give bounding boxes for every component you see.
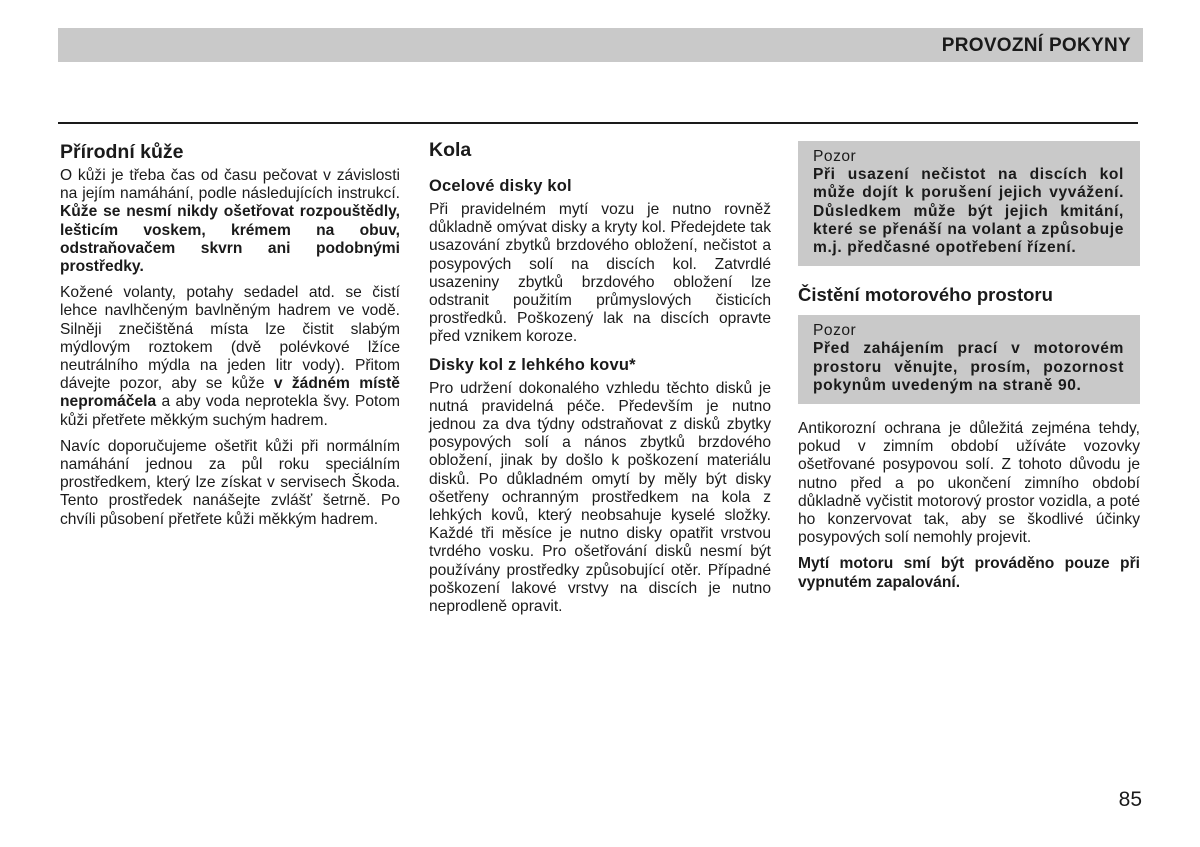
paragraph-leather-cleaning [60, 284, 400, 430]
leather-intro-text: O kůži je třeba čas od času pečovat v závislosti na jejím namáhání, podle následujících instrukcí. [60, 167, 400, 203]
leather-cleaning-end: a aby voda neprotekla švy. Potom kůži přetřete měkkým suchým hadrem. [60, 393, 400, 429]
horizontal-rule [58, 122, 1138, 124]
subheading-steel-wheels: Ocelové disky kol [429, 177, 572, 195]
paragraph-anticorrosion: Antikorozní ochrana je důležitá zejména tehdy, pokud v zimním období užíváte vozovky ošetřované posypovou solí. Z tohoto důvodu je nutno před a po ukončení zimního období důkladně vyčistit motorový prostor vozidla, a poté ho konzervovat tak, aby se škodlivé účinky posypových solí nemohly projevit. [798, 420, 1140, 547]
heading-natural-leather: Přírodní kůže [60, 141, 184, 163]
heading-engine-cleaning: Čistění motorového prostoru [798, 284, 1053, 306]
warning-box-engine [798, 315, 1140, 404]
paragraph-leather-care: Navíc doporučujeme ošetřit kůži při normálním namáhání jednou za půl roku speciálním prostředkem, který lze získat v servisech Škoda. Tento prostředek nanášejte zvlášť šetrně. Po chvíli působení přetřete kůži měkkým hadrem. [60, 437, 400, 528]
engine-wash-bold: Mytí motoru smí být prováděno pouze při vypnutém zapalování. [798, 555, 1140, 591]
paragraph-engine-wash-warning [798, 555, 1140, 591]
leather-warning-bold: Kůže se nesmí nikdy ošetřovat rozpouštědly, lešticím voskem, krémem na obuv, odstraňovačem skvrn ani podobnými prostředky. [60, 203, 400, 276]
leather-soak-warning: v žádném místě nepromáčela [60, 375, 400, 411]
subheading-alloy-wheels: Disky kol z lehkého kovu* [429, 355, 636, 374]
leather-cleaning-text: Kožené volanty, potahy sedadel atd. se čistí lehce navlhčeným bavlněným hadrem ve vodě. Silněji znečištěná místa lze čistit slabým mýdlovým roztokem (dvě polévkové lžíce neutrálního mýdla na jeden litr vody). Přitom dávejte pozor, aby se kůže [60, 284, 400, 393]
paragraph-steel-wheels: Při pravidelném mytí vozu je nutno rovněž důkladně omývat disky a kryty kol. Předejdete tak usazování zbytků brzdového obložení, nečistot a posypových solí na discích kol. Zatvrdlé usazeniny zbytků brzdového obložení lze odstranit použitím průmyslových čisticích prostředků. Poškozený lak na discích opravte před vznikem koroze. [429, 201, 771, 346]
heading-wheels: Kola [429, 139, 472, 161]
page-number: 85 [1118, 788, 1142, 811]
warning-box-text: Při usazení nečistot na discích kol může dojít k porušení jejich vyvážení. Důsledkem může být jejich kmitání, které se přenáší na volant a způsobuje m.j. předčasné opotřebení řízení. [813, 166, 1124, 257]
warning-box-text: Před zahájením prací v motorovém prostoru věnujte, prosím, pozornost pokynům uvedeným na straně 90. [813, 340, 1124, 394]
page-section-title: PROVOZNÍ POKYNY [941, 35, 1131, 56]
warning-box-title: Pozor [813, 148, 857, 165]
paragraph-alloy-wheels: Pro udržení dokonalého vzhledu těchto disků je nutná pravidelná péče. Především je nutno jednou za dva týdny odstraňovat z disků zbytky posypových solí a nános zbytků brzdového obložení, jinak by došlo k poškození materiálu disků. Po důkladném omytí by měly být disky ošetřeny ochranným prostředkem na kola z lehkých kovů, který neobsahuje kyselé složky. Každé tři měsíce je nutno disky opatřit vrstvou tvrdého vosku. Pro ošetřování disků nesmí být používány prostředky způsobující otěr. Případné poškození lakové vrstvy na discích je nutno neprodleně opravit. [429, 379, 771, 616]
column-leather [60, 140, 400, 537]
column-wheels [429, 138, 771, 624]
column-engine [798, 141, 1140, 600]
paragraph-leather-intro [60, 167, 400, 276]
warning-box-wheels [798, 141, 1140, 266]
header-bar [58, 28, 1143, 62]
warning-box-title: Pozor [813, 322, 857, 340]
